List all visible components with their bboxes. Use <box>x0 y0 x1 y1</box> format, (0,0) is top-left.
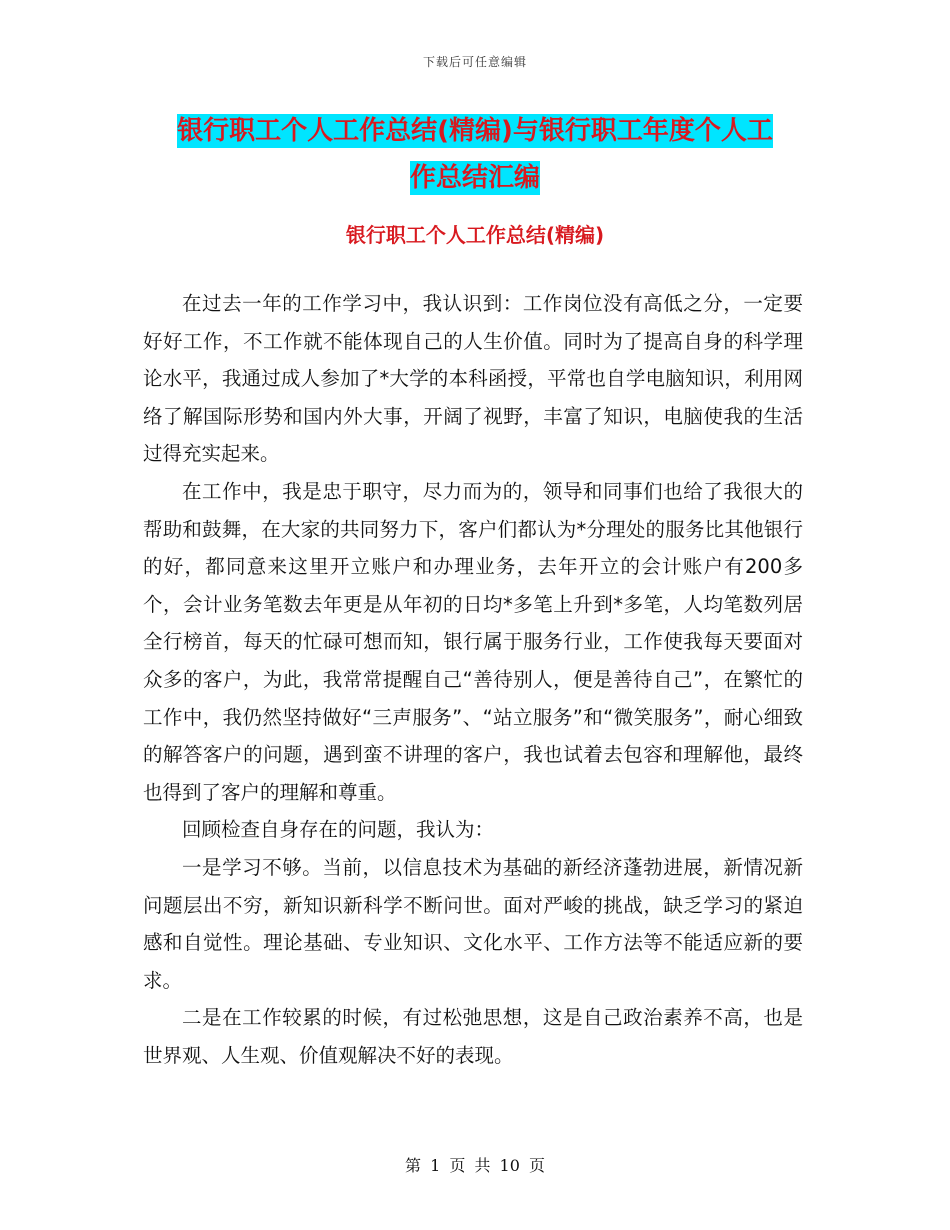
document-title <box>150 108 800 202</box>
section-title: 银行职工个人工作总结(精编) <box>345 223 605 247</box>
paragraph-5: 二是在工作较累的时候，有过松弛思想，这是自己政治素养不高，也是世界观、人生观、价值观解决不好的表现。 <box>143 1006 803 1067</box>
paragraph-1: 在过去一年的工作学习中，我认识到：工作岗位没有高低之分，一定要好好工作，不工作就不能体现自己的人生价值。同时为了提高自身的科学理论水平，我通过成人参加了*大学的本科函授，平常也自学电脑知识，利用网络了解国际形势和国内外大事，开阔了视野，丰富了知识，电脑使我的生活过得充实起来。 <box>143 292 803 466</box>
document-title-line-2: 作总结汇编 <box>409 163 540 193</box>
body-text <box>143 285 803 1074</box>
paragraph-3: 回顾检查自身存在的问题，我认为： <box>182 818 495 842</box>
paragraph-2: 在工作中，我是忠于职守，尽力而为的，领导和同事们也给了我很大的帮助和鼓舞，在大家的共同努力下，客户们都认为*分理处的服务比其他银行的好，都同意来这里开立账户和办理业务，去年开立的会计账户有200多个，会计业务笔数去年更是从年初的日均*多笔上升到*多笔，人均笔数列居全行榜首，每天的忙碌可想而知，银行属于服务行业，工作使我每天要面对众多的客户，为此，我常常提醒自己“善待别人，便是善待自己”，在繁忙的工作中，我仍然坚持做好“三声服务”、“站立服务”和“微笑服务”，耐心细致的解答客户的问题，遇到蛮不讲理的客户，我也试着去包容和理解他，最终也得到了客户的理解和尊重。 <box>143 479 803 804</box>
page-number-footer: 第 1 页 共 10 页 <box>405 1156 545 1175</box>
document-title-line-1: 银行职工个人工作总结(精编)与银行职工年度个人工 <box>177 116 773 146</box>
header-note: 下载后可任意编辑 <box>422 55 527 69</box>
paragraph-4: 一是学习不够。当前，以信息技术为基础的新经济蓬勃进展，新情况新问题层出不穷，新知识新科学不断问世。面对严峻的挑战，缺乏学习的紧迫感和自觉性。理论基础、专业知识、文化水平、工作方法等不能适应新的要求。 <box>143 855 803 992</box>
